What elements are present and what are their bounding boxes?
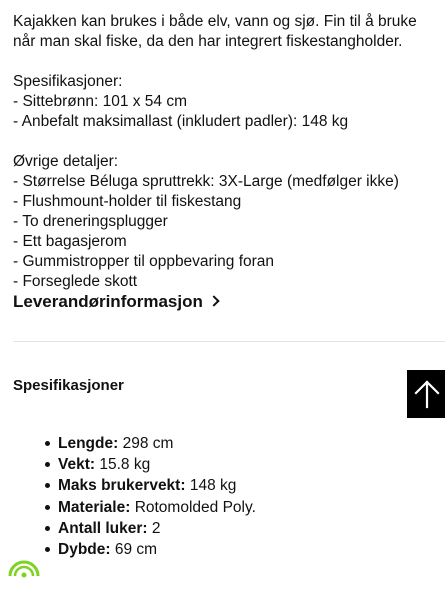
spec-value: 298 cm [122, 435, 174, 452]
spec-label: Dybde: [58, 540, 111, 558]
spec-label: Maks brukervekt: [58, 477, 186, 495]
detail-line: - Ett bagasjerom [13, 233, 127, 250]
supplier-info-link[interactable] [13, 292, 218, 312]
spec-list [28, 433, 256, 560]
spec-label: Antall luker: [58, 519, 148, 537]
details-heading: Øvrige detaljer: [13, 153, 119, 170]
spec-section-title: Spesifikasjoner [13, 377, 124, 394]
chevron-right-icon [208, 295, 219, 306]
detail-line: - Flushmount-holder til fiskestang [13, 193, 242, 210]
detail-line: - To dreneringsplugger [13, 213, 168, 230]
spec-item [28, 539, 256, 560]
spec-label: Materiale: [58, 498, 131, 516]
product-description [13, 12, 438, 292]
spec-value: 148 kg [189, 477, 237, 495]
spec-item [28, 454, 256, 475]
spec-value: 15.8 kg [99, 456, 151, 474]
section-divider [13, 341, 445, 342]
spec-item [28, 475, 256, 496]
detail-line: - Gummistropper til oppbevaring foran [13, 253, 275, 270]
detail-line: - Forseglede skott [13, 273, 138, 290]
spec-item [28, 497, 256, 518]
scroll-to-top-button[interactable] [407, 370, 445, 418]
detail-line: - Størrelse Béluga spruttrekk: 3X-Large (medfølger ikke) [13, 173, 399, 190]
spec-value: 2 [151, 519, 161, 537]
supplier-info-label: Leverandørinformasjon [13, 292, 203, 311]
arrow-up-icon [414, 379, 440, 409]
spec-line: - Anbefalt maksimallast (inkludert padler): 148 kg [13, 113, 349, 130]
description-line: når man skal fiske, da den har integrert fiskestangholder. [13, 33, 403, 50]
spec-item [28, 518, 256, 539]
specs-heading: Spesifikasjoner: [13, 73, 123, 90]
spec-value: Rotomolded Poly. [134, 498, 256, 516]
green-badge-icon [4, 560, 44, 590]
spec-item [28, 433, 256, 454]
spec-value: 69 cm [114, 540, 158, 558]
spec-label: Vekt: [58, 456, 96, 474]
description-line: Kajakken kan brukes i både elv, vann og sjø. Fin til å bruke [13, 13, 417, 30]
spec-line: - Sittebrønn: 101 x 54 cm [13, 93, 188, 110]
spec-label: Lengde: [58, 435, 119, 452]
